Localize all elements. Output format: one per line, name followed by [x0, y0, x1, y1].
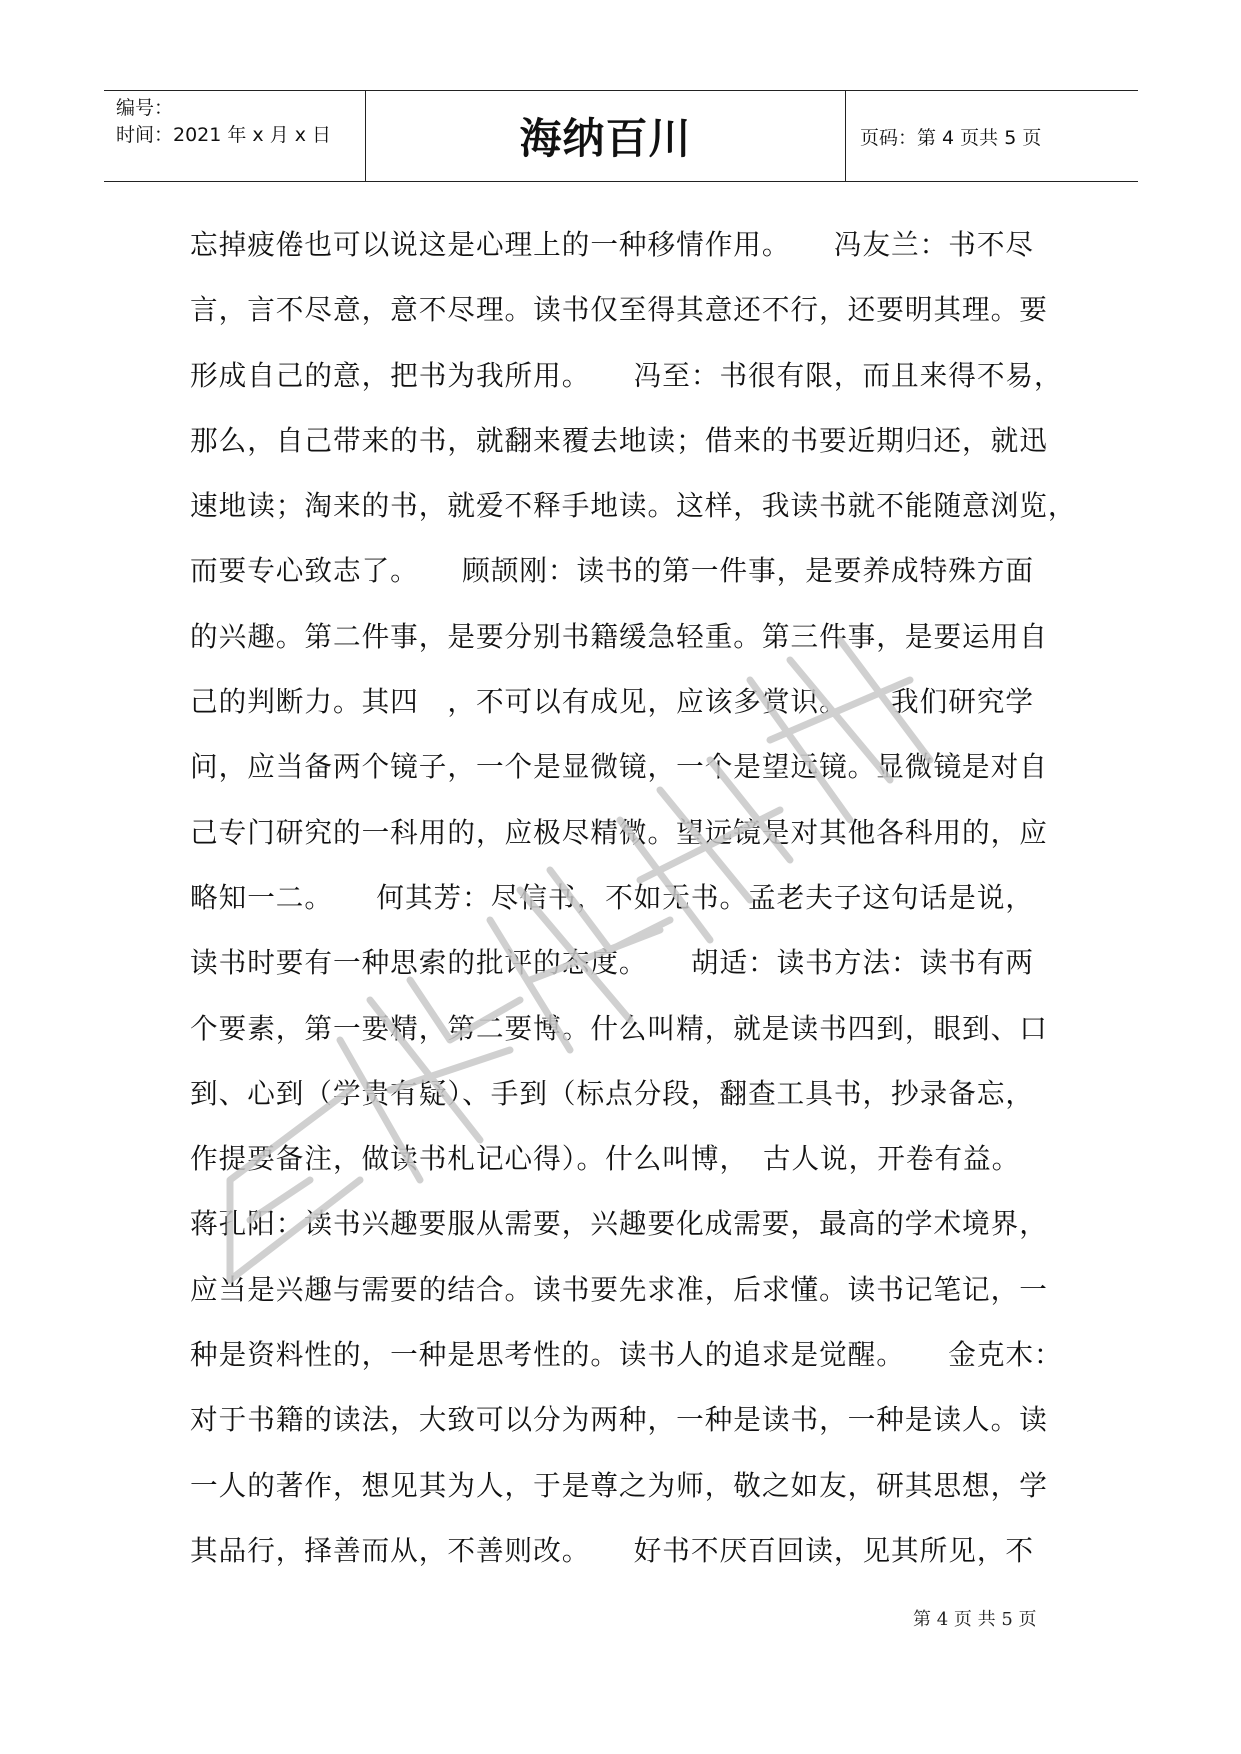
body-line: 应当是兴趣与需要的结合。读书要先求准，后求懂。读书记笔记，一	[190, 1272, 1048, 1306]
header-meta	[104, 91, 366, 181]
body-line: 到、心到（学贵有疑）、手到（标点分段，翻查工具书，抄录备忘，	[190, 1076, 1035, 1110]
header-number-label: 编号：	[116, 97, 174, 119]
body-line: 其品行，择善而从，不善则改。 好书不厌百回读，见其所见，不	[190, 1533, 1035, 1567]
header-title-cell	[366, 91, 846, 181]
body-line: 种是资料性的，一种是思考性的。读书人的追求是觉醒。 金克木：	[190, 1338, 1063, 1372]
header-page-code: 页码：第 4 页共 5 页	[860, 126, 1042, 149]
body-line: 蒋孔阳：读书兴趣要服从需要，兴趣要化成需要，最高的学术境界，	[190, 1207, 1048, 1241]
body-line: 速地读；淘来的书，就爱不释手地读。这样，我读书就不能随意浏览，	[190, 489, 1077, 523]
body-line: 忘掉疲倦也可以说这是心理上的一种移情作用。 冯友兰：书不尽	[190, 228, 1035, 261]
body-line: 而要专心致志了。 顾颉刚：读书的第一件事，是要养成特殊方面	[190, 554, 1035, 588]
body-line: 的兴趣。第二件事，是要分别书籍缓急轻重。第三件事，是要运用自	[190, 619, 1048, 653]
header-page-code-cell	[846, 91, 1138, 181]
header-time-label: 时间：2021 年 x 月 x 日	[116, 124, 332, 146]
body-line: 己专门研究的一科用的，应极尽精微。望远镜是对其他各科用的，应	[190, 815, 1048, 849]
body-line: 言，言不尽意，意不尽理。读书仅至得其意还不行，还要明其理。要	[190, 293, 1048, 327]
document-header	[104, 90, 1138, 182]
body-line: 问，应当备两个镜子，一个是显微镜，一个是望远镜。显微镜是对自	[190, 750, 1048, 784]
body-line: 己的判断力。其四 ，不可以有成见，应该多赏识。 我们研究学	[190, 685, 1035, 719]
body-line: 一人的著作，想见其为人，于是尊之为师，敬之如友，研其思想，学	[190, 1468, 1048, 1502]
body-line: 那么，自己带来的书，就翻来覆去地读；借来的书要近期归还，就迅	[190, 423, 1048, 457]
body-line: 作提要备注，做读书札记心得）。什么叫博， 古人说，开卷有益。	[190, 1142, 1021, 1176]
body-text	[190, 225, 1077, 1596]
page-footer: 第 4 页 共 5 页	[913, 1609, 1037, 1630]
body-line: 对于书籍的读法，大致可以分为两种，一种是读书，一种是读人。读	[190, 1403, 1048, 1437]
header-title: 海纳百川	[519, 114, 692, 163]
body-line: 读书时要有一种思索的批评的态度。 胡适：读书方法：读书有两	[190, 946, 1035, 980]
body-line: 个要素，第一要精，第二要博。什么叫精，就是读书四到，眼到、口	[190, 1011, 1048, 1045]
body-line: 形成自己的意，把书为我所用。 冯至：书很有限，而且来得不易，	[190, 358, 1063, 392]
body-line: 略知一二。 何其芳：尽信书，不如无书。孟老夫子这句话是说，	[190, 880, 1035, 914]
